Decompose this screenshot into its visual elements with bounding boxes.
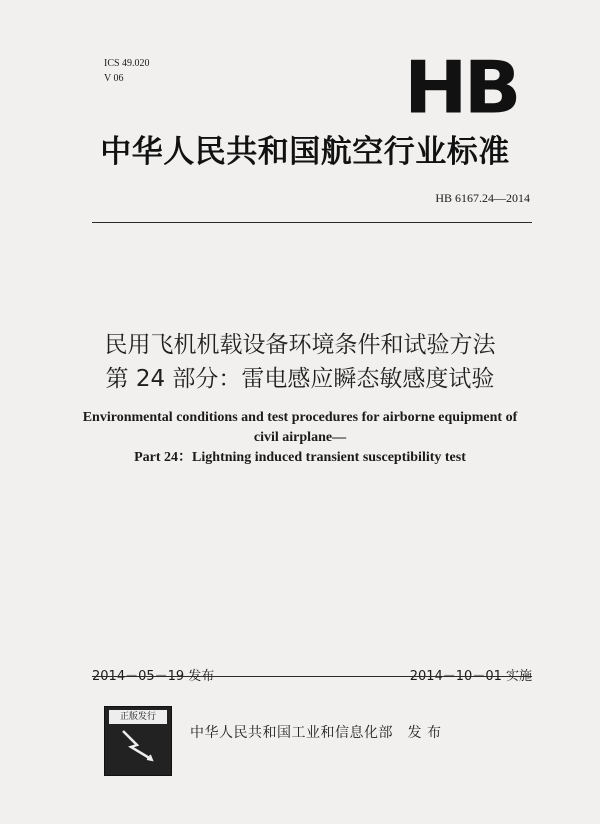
ics-code: ICS 49.020 (104, 58, 150, 69)
hb-logo: HB (404, 45, 518, 130)
top-divider (92, 222, 532, 223)
classification-codes (104, 56, 150, 86)
cn-title-line1: 民用飞机机载设备环境条件和试验方法 (104, 332, 496, 358)
class-code: V 06 (104, 73, 124, 84)
en-title-line1: Environmental conditions and test procedures for airborne equipment of (82, 410, 518, 425)
standard-number: HB 6167.24—2014 (435, 191, 530, 205)
en-title (70, 408, 530, 468)
implement-date: 2014－10－01 实施 (409, 669, 532, 684)
cn-title-line2: 第 24 部分：雷电感应瞬态敏感度试验 (105, 366, 495, 392)
lightning-icon (117, 727, 159, 763)
issue-date: 2014－05－19 发布 (92, 669, 215, 684)
bottom-divider (92, 676, 532, 677)
en-title-line3: Part 24：Lightning induced transient susceptibility test (134, 450, 466, 465)
org-title: 中华人民共和国航空行业标准 (100, 134, 510, 170)
publisher: 中华人民共和国工业和信息化部 发 布 (190, 725, 442, 741)
stamp-label: 正版发行 (109, 710, 167, 724)
stamp-footer (107, 765, 169, 773)
authentic-stamp (104, 706, 172, 776)
en-title-line2: civil airplane— (253, 430, 347, 445)
